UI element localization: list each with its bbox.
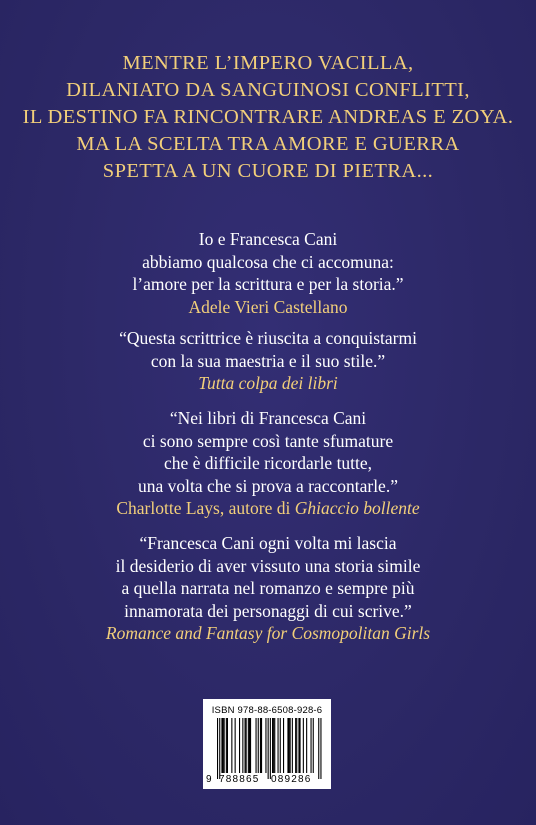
headline-line: MA LA SCELTA TRA AMORE E GUERRA	[76, 133, 460, 155]
quote-line: “Nei libri di Francesca Cani	[169, 408, 367, 428]
barcode-bar	[313, 718, 314, 773]
barcode-bar	[295, 718, 296, 773]
barcode-bar	[221, 718, 222, 773]
barcode-bar	[283, 718, 284, 773]
headline-line: SPETTA A UN CUORE DI PIETRA...	[102, 160, 434, 182]
quote-line: una volta che si prova a raccontarle.”	[138, 475, 398, 496]
barcode-bar	[280, 718, 281, 773]
barcode-bar	[274, 718, 275, 773]
barcode-bar	[246, 718, 247, 773]
barcode-bar	[239, 718, 240, 773]
barcode-bar	[268, 718, 269, 779]
review-quote-3	[0, 407, 536, 520]
quote-line: l’amore per la scrittura e per la storia.”	[132, 274, 404, 294]
quote-line: a quella narrata nel romanzo e sempre più	[121, 578, 415, 598]
attribution-title: Tutta colpa dei libri	[198, 373, 338, 393]
review-quote-2	[0, 327, 536, 395]
quote-line: “Questa scrittrice è riuscita a conquistarmi	[119, 328, 417, 348]
barcode-bar	[261, 718, 262, 773]
quote-line: Io e Francesca Cani	[198, 229, 338, 249]
quote-line: innamorata dei personaggi di cui scrive.”	[124, 600, 412, 621]
barcode-bar	[318, 718, 319, 779]
barcode-bar	[272, 718, 273, 773]
barcode-bar	[226, 718, 227, 773]
barcode-bar	[217, 718, 218, 779]
barcode-bar	[248, 718, 249, 773]
attribution-author: Charlotte Lays, autore di	[116, 498, 295, 518]
attribution-title: Romance and Fantasy for Cosmopolitan Girls	[105, 623, 431, 643]
barcode-bar	[298, 718, 299, 773]
attribution-title: Ghiaccio bollente	[294, 498, 420, 518]
quote-line: abbiamo qualcosa che ci accomuna:	[142, 251, 394, 272]
barcode-bar	[292, 718, 293, 773]
barcode-digits-right: 089286	[271, 774, 312, 785]
quote-attribution: Adele Vieri Castellano	[188, 296, 348, 317]
barcode-bar	[300, 718, 301, 773]
blurb-headline	[0, 50, 536, 185]
barcode-bar	[320, 718, 321, 779]
barcode-bar	[219, 718, 220, 779]
barcode-bars	[211, 718, 323, 780]
isbn-barcode	[203, 699, 331, 789]
barcode-bar	[311, 718, 312, 773]
barcode-bar	[223, 718, 224, 773]
quote-line: ci sono sempre così tante sfumature	[142, 430, 394, 451]
barcode-bar	[296, 718, 297, 773]
barcode-bar	[273, 718, 274, 773]
barcode-bar	[249, 718, 250, 773]
barcode-bar	[235, 718, 236, 773]
barcode-bar	[265, 718, 266, 773]
barcode-bar	[227, 718, 228, 773]
barcode-bar	[270, 718, 271, 779]
barcode-bar	[256, 718, 257, 773]
quote-attribution	[0, 622, 536, 645]
review-quote-4	[0, 532, 536, 645]
quote-line: “Francesca Cani ogni volta mi lascia	[139, 533, 397, 553]
barcode-bar	[303, 718, 304, 773]
quote-line: che è difficile ricordarle tutte,	[163, 453, 373, 473]
isbn-label: ISBN 978-88-6508-928-6	[211, 705, 323, 716]
review-quote-1	[0, 228, 536, 318]
barcode-bar	[290, 718, 291, 773]
headline-line: MENTRE L’IMPERO VACILLA,	[122, 52, 414, 74]
quote-attribution	[0, 372, 536, 395]
barcode-bar	[287, 718, 288, 773]
quote-line: con la sua maestria e il suo stile.”	[150, 350, 386, 371]
barcode-bar	[245, 718, 246, 773]
quote-attribution	[0, 497, 536, 520]
quote-line: il desiderio di aver vissuto una storia simile	[115, 555, 421, 576]
barcode-bar	[224, 718, 225, 773]
barcode-bar	[306, 718, 307, 773]
barcode-bar	[278, 718, 279, 773]
headline-line: IL DESTINO FA RINCONTRARE ANDREAS E ZOYA.	[22, 106, 514, 128]
barcode-digits-left: 788865	[219, 774, 260, 785]
barcode-bar	[250, 718, 251, 773]
barcode-digit-first: 9	[206, 774, 212, 785]
barcode-bar	[258, 718, 259, 773]
barcode-bar	[289, 718, 290, 773]
barcode-bar	[242, 718, 243, 773]
barcode-bar	[260, 718, 261, 773]
barcode-bar	[231, 718, 232, 773]
headline-line: DILANIATO DA SANGUINOSI CONFLITTI,	[66, 79, 470, 101]
